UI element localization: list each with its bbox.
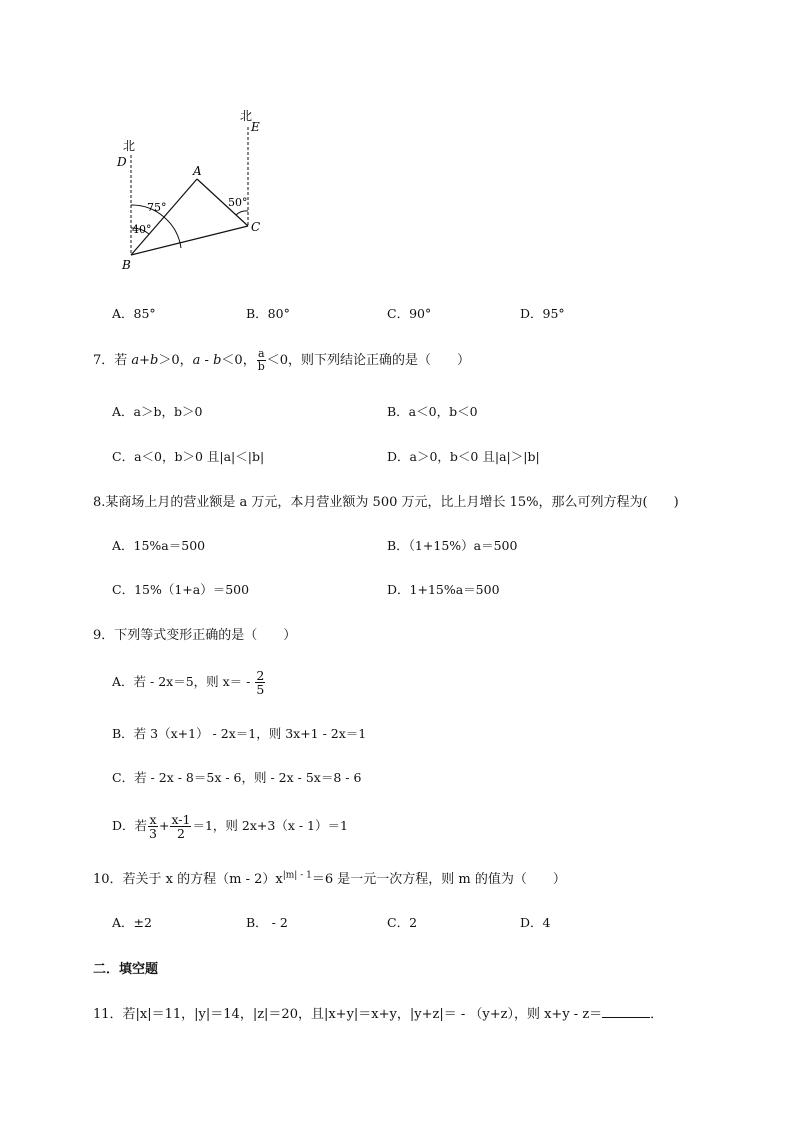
q9-d-num2: x-1	[171, 811, 191, 827]
q11-stem	[93, 1003, 663, 1022]
q6-option-c: C．90°	[387, 306, 432, 321]
q9-d-plus: +	[158, 818, 170, 833]
q10-option-a: A．±2	[112, 915, 152, 930]
q9-d-fraction-1	[148, 813, 158, 840]
q9-d-pre: D．若	[112, 818, 148, 833]
angle-label-50: 50°	[228, 196, 248, 209]
q7-frac-num: a	[257, 347, 265, 361]
q10-option-d: D．4	[520, 915, 551, 930]
q9-stem: 9．下列等式变形正确的是（ ）	[93, 628, 297, 643]
q7-stem-d: a	[192, 353, 201, 368]
q9-option-a	[112, 662, 266, 702]
q9-d-den1: 3	[149, 826, 157, 841]
q9-a-text: A．若 - 2x＝5，则 x＝ -	[112, 674, 255, 689]
q6-option-d: D．95°	[520, 306, 565, 321]
q7-stem-c: ＞0，	[158, 353, 193, 368]
q11-end: ．	[650, 1007, 664, 1022]
q9-a-fraction	[255, 669, 265, 696]
q7-option-a: A．a＞b，b＞0	[112, 404, 203, 419]
label-d: D	[117, 155, 127, 169]
q7-fraction	[257, 348, 266, 372]
q8-option-d: D．1+15%a＝500	[387, 582, 500, 597]
q9-a-num: 2	[256, 667, 265, 683]
label-c: C	[251, 220, 261, 234]
angle-label-75: 75°	[147, 201, 167, 214]
q7-frac-den: b	[257, 360, 265, 373]
q9-d-den2: 2	[177, 826, 185, 841]
angle-label-40: 40°	[132, 223, 152, 236]
q8-option-a: A．15%a＝500	[112, 538, 206, 553]
label-e: E	[251, 120, 260, 134]
q9-d-fraction-2	[170, 813, 191, 840]
label-b: B	[122, 258, 131, 272]
q9-a-den: 5	[256, 682, 265, 697]
q8-option-b: B．（1+15%）a＝500	[387, 538, 518, 553]
q7-stem-h: ＜0，则下列结论正确的是（ ）	[266, 353, 471, 368]
q9-option-d	[112, 806, 348, 846]
q7-stem-b: a+b	[131, 353, 159, 368]
q10-stem-b: ＝6 是一元一次方程，则 m 的值为（ ）	[311, 872, 566, 887]
q7-stem-f: b	[213, 353, 222, 368]
q10-stem-a: 10．若关于 x 的方程（m - 2）x	[93, 872, 283, 887]
q10-option-b: B． - 2	[246, 915, 288, 930]
q9-option-c: C．若 - 2x - 8＝5x - 6，则 - 2x - 5x＝8 - 6	[112, 770, 362, 785]
q7-option-b: B．a＜0，b＜0	[387, 404, 478, 419]
q11-text: 11．若|x|＝11，|y|＝14，|z|＝20，且|x+y|＝x+y，|y+z|＝ - （y+z），则 x+y - z＝	[93, 1007, 603, 1022]
q7-option-c: C．a＜0，b＞0 且|a|＜|b|	[112, 449, 265, 464]
q10-exponent: |m| - 1	[282, 870, 312, 881]
q10-stem	[93, 868, 566, 887]
q6-option-a: A．85°	[112, 306, 156, 321]
q7-stem	[93, 346, 470, 376]
q6-option-b: B．80°	[246, 306, 290, 321]
q7-option-d: D．a＞0，b＜0 且|a|＞|b|	[387, 449, 540, 464]
q9-option-b: B．若 3（x+1） - 2x＝1，则 3x+1 - 2x＝1	[112, 726, 367, 741]
label-a: A	[193, 164, 202, 178]
section-title-fill-blank: 二．填空题	[93, 962, 159, 977]
q8-option-c: C．15%（1+a）＝500	[112, 582, 250, 597]
north-label-right: 北	[240, 109, 253, 123]
q9-d-num1: x	[149, 811, 157, 827]
q10-option-c: C．2	[387, 915, 418, 930]
q9-d-post: ＝1，则 2x+3（x - 1）＝1	[192, 818, 348, 833]
q11-answer-blank[interactable]	[602, 1005, 650, 1018]
q7-stem-g: ＜0，	[221, 353, 256, 368]
direction-angle-figure	[110, 100, 280, 275]
q7-stem-e: -	[200, 353, 214, 368]
q7-stem-a: 7．若	[93, 353, 132, 368]
north-label-left: 北	[123, 139, 136, 153]
angle-arc-50	[236, 211, 248, 215]
q8-stem: 8.某商场上月的营业额是 a 万元，本月营业额为 500 万元，比上月增长 15%，那么可列方程为( )	[93, 495, 679, 510]
